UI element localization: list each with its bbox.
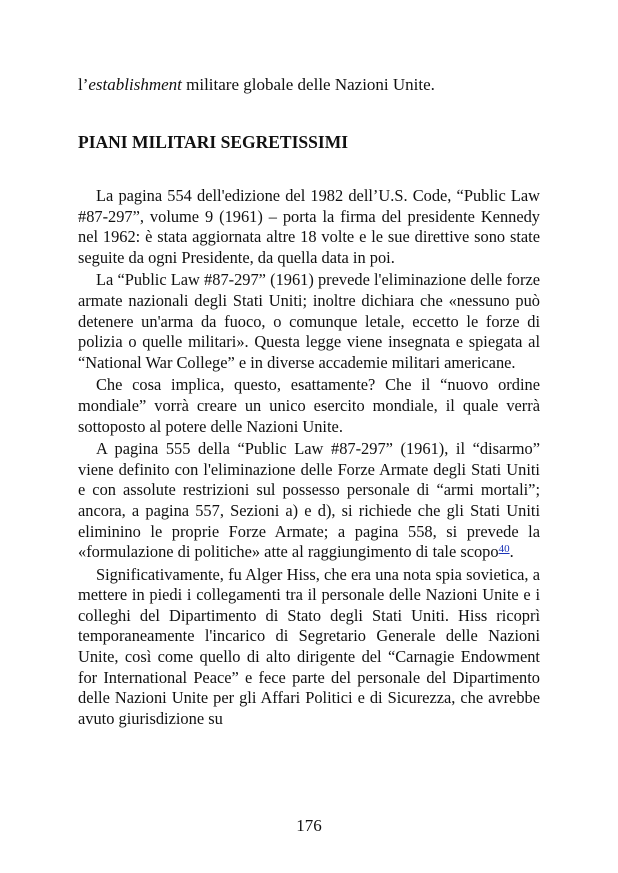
intro-emphasis: establishment (88, 75, 182, 94)
section-heading: PIANI MILITARI SEGRETISSIMI (78, 132, 349, 152)
paragraph-4 (78, 439, 540, 563)
paragraph-1: La pagina 554 dell'edizione del 1982 dell’U.S. Code, “Public Law #87-297”, volume 9 (1961) – porta la firma del presidente Kennedy nel 1962: è stata aggiornata altre 18 volte e le sue direttive sono state seguite da ogni Presidente, da quella data in poi. (78, 186, 540, 267)
paragraph-4-end: . (509, 542, 514, 562)
intro-line (78, 74, 548, 96)
intro-prefix: l’ (78, 75, 89, 94)
body-text (78, 186, 540, 729)
paragraph-3: Che cosa implica, questo, esattamente? Che il “nuovo ordine mondiale” vorrà creare un unico esercito mondiale, il quale verrà sottoposto al potere delle Nazioni Unite. (78, 375, 540, 436)
footnote-link-40[interactable]: 40 (498, 543, 510, 556)
paragraph-5: Significativamente, fu Alger Hiss, che era una nota spia sovietica, a mettere in piedi i collegamenti tra il personale delle Nazioni Unite e i colleghi del Dipartimento di Stato degli Stati Uniti. Hiss ricoprì temporaneamente l'incarico di Segretario Generale delle Nazioni Unite, così come quello di alto dirigente del “Carnagie Endowment for International Peace” e fece parte del personale del Dipartimento delle Nazioni Unite per gli Affari Politici e di Sicurezza, che avrebbe avuto giurisdizione su (78, 564, 540, 728)
intro-suffix: militare globale delle Nazioni Unite. (181, 75, 435, 94)
page-number: 176 (296, 816, 322, 835)
paragraph-4-text: A pagina 555 della “Public Law #87-297” (1961), il “disarmo” viene definito con l'eliminazione delle Forze Armate degli Stati Uniti e con assolute restrizioni sul possesso personale di “armi mortali”; ancora, a pagina 557, Sezioni a) e d), si richiede che gli Stati Uniti eliminino le proprie Forze Armate; a pagina 558, si prevede la «formulazione di politiche» atte al raggiungimento di tale scopo (78, 439, 540, 562)
paragraph-2: La “Public Law #87-297” (1961) prevede l'eliminazione delle forze armate nazionali degli Stati Uniti; inoltre dichiara che «nessuno può detenere un'arma da fuoco, o comunque letale, eccetto le forze di polizia o quelle militari». Questa legge viene insegnata e spiegata al “National War College” e in diverse accademie militari americane. (78, 270, 540, 372)
